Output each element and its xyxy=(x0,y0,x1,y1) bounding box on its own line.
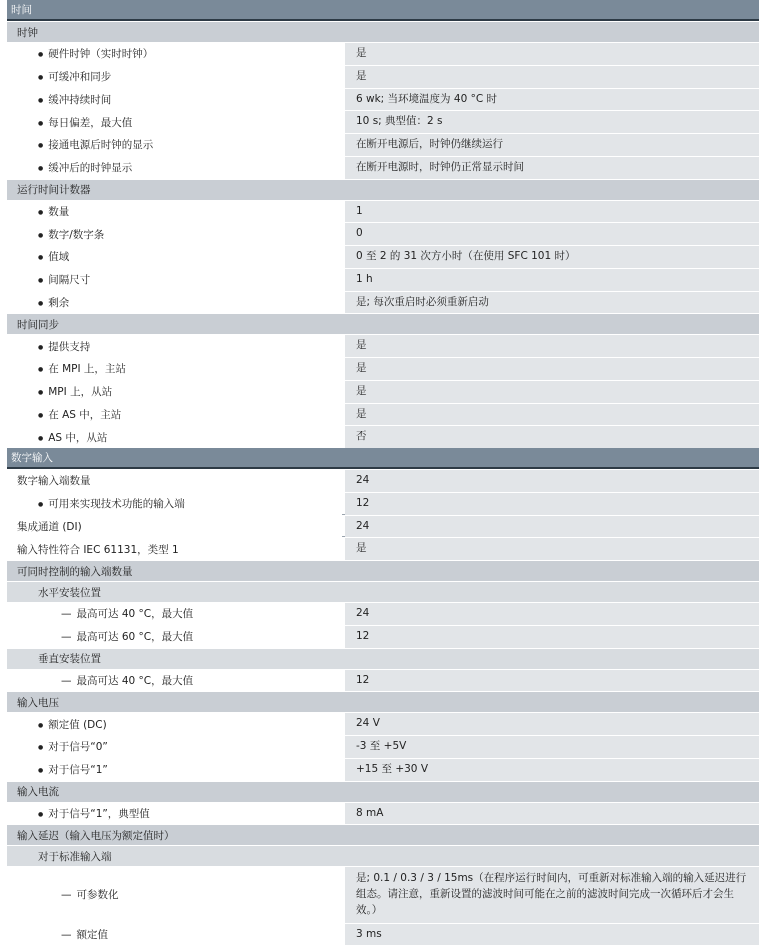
spec-label-cell xyxy=(7,626,342,648)
spec-label: ● 在 AS 中，主站 xyxy=(38,407,121,422)
spec-row xyxy=(7,291,759,314)
spec-value: 12 xyxy=(345,670,759,692)
spec-label: ● 缓冲后的时钟显示 xyxy=(38,160,132,175)
spec-row xyxy=(7,602,759,625)
spec-label-cell xyxy=(7,223,342,245)
section-header: 数字输入 xyxy=(7,448,759,469)
spec-label-cell xyxy=(7,759,342,781)
spec-row xyxy=(7,425,759,448)
spec-row xyxy=(7,492,759,515)
group-header: 时间同步 xyxy=(7,313,759,334)
spec-label: ● 值域 xyxy=(38,249,69,264)
group-header: 输入电流 xyxy=(7,781,759,802)
spec-label: ● 硬件时钟（实时时钟） xyxy=(38,46,153,61)
spec-value: 24 xyxy=(345,470,759,492)
spec-value: 24 xyxy=(345,603,759,625)
spec-value: 3 ms xyxy=(345,924,759,945)
spec-value: 在断开电源时，时钟仍正常显示时间 xyxy=(345,157,759,179)
spec-label-cell xyxy=(7,43,342,65)
spec-label-cell xyxy=(7,426,342,448)
spec-label: — 最高可达 40 °C，最大值 xyxy=(61,606,193,621)
spec-value: 是; 0.1 / 0.3 / 3 / 15ms（在程序运行时间内，可重新对标准输入端的输入延迟进行组态。请注意，重新设置的滤波时间可能在之前的滤波时间完成一次循环后才会生效。） xyxy=(345,867,759,922)
spec-label-cell xyxy=(7,924,342,945)
spec-value: 是; 每次重启时必须重新启动 xyxy=(345,292,759,314)
spec-label-cell xyxy=(7,111,342,133)
spec-label: — 最高可达 40 °C，最大值 xyxy=(61,673,193,688)
spec-row xyxy=(7,923,759,945)
spec-label: — 最高可达 60 °C，最大值 xyxy=(61,629,193,644)
spec-label: ● 缓冲持续时间 xyxy=(38,92,111,107)
spec-label-cell xyxy=(7,269,342,291)
spec-value: 24 xyxy=(345,516,759,538)
spec-label-cell xyxy=(7,493,342,515)
spec-value: 1 h xyxy=(345,269,759,291)
spec-value: -3 至 +5V xyxy=(345,736,759,758)
spec-value: 24 V xyxy=(345,713,759,735)
spec-label-cell xyxy=(7,713,342,735)
spec-label-cell xyxy=(7,867,342,922)
spec-value: +15 至 +30 V xyxy=(345,759,759,781)
spec-row xyxy=(7,515,759,538)
section-header: 时间 xyxy=(7,0,759,21)
spec-row xyxy=(7,625,759,648)
spec-row xyxy=(7,802,759,825)
spec-row xyxy=(7,735,759,758)
spec-label: ● 额定值 (DC) xyxy=(38,717,107,732)
spec-row xyxy=(7,156,759,179)
spec-label-cell xyxy=(7,246,342,268)
spec-label: ● AS 中，从站 xyxy=(38,430,107,445)
spec-value: 是 xyxy=(345,381,759,403)
spec-row xyxy=(7,712,759,735)
spec-row xyxy=(7,866,759,922)
subgroup-header: 水平安装位置 xyxy=(7,581,759,602)
spec-label: ● 数字/数字条 xyxy=(38,227,104,242)
spec-label-cell xyxy=(7,381,342,403)
spec-row xyxy=(7,357,759,380)
subgroup-header: 对于标准输入端 xyxy=(7,845,759,866)
spec-label: ● 接通电源后时钟的显示 xyxy=(38,137,153,152)
spec-label-cell xyxy=(7,134,342,156)
spec-row xyxy=(7,334,759,357)
spec-label-cell xyxy=(7,516,342,538)
spec-label-cell xyxy=(7,404,342,426)
spec-label: 集成通道 (DI) xyxy=(17,519,82,534)
group-header: 输入电压 xyxy=(7,691,759,712)
spec-label: — 额定值 xyxy=(61,927,108,942)
spec-label: ● 可用来实现技术功能的输入端 xyxy=(38,496,185,511)
spec-label-cell xyxy=(7,89,342,111)
spec-row xyxy=(7,268,759,291)
spec-label-cell xyxy=(7,201,342,223)
spec-value: 12 xyxy=(345,626,759,648)
spec-value: 0 至 2 的 31 次方小时（在使用 SFC 101 时） xyxy=(345,246,759,268)
spec-row xyxy=(7,65,759,88)
spec-label-cell xyxy=(7,736,342,758)
spec-label: ● 对于信号“0” xyxy=(38,739,108,754)
spec-value: 在断开电源后，时钟仍继续运行 xyxy=(345,134,759,156)
spec-row xyxy=(7,133,759,156)
spec-value: 12 xyxy=(345,493,759,515)
spec-value: 是 xyxy=(345,335,759,357)
spec-label-cell xyxy=(7,66,342,88)
spec-row xyxy=(7,758,759,781)
spec-row xyxy=(7,245,759,268)
spec-label-cell xyxy=(7,157,342,179)
spec-value: 是 xyxy=(345,404,759,426)
spec-row xyxy=(7,42,759,65)
spec-label: ● MPI 上，从站 xyxy=(38,384,112,399)
spec-label-cell xyxy=(7,538,342,560)
spec-label: — 可参数化 xyxy=(61,887,119,902)
spec-value: 8 mA xyxy=(345,803,759,825)
spec-label-cell xyxy=(7,358,342,380)
spec-label-cell xyxy=(7,803,342,825)
spec-value: 否 xyxy=(345,426,759,448)
spec-value: 是 xyxy=(345,43,759,65)
spec-value: 10 s; 典型值：2 s xyxy=(345,111,759,133)
spec-label: ● 剩余 xyxy=(38,295,69,310)
spec-row xyxy=(7,537,759,560)
spec-label: ● 在 MPI 上，主站 xyxy=(38,361,126,376)
spec-label: ● 对于信号“1” xyxy=(38,762,108,777)
spec-row xyxy=(7,222,759,245)
spec-label: ● 间隔尺寸 xyxy=(38,272,90,287)
spec-label: ● 每日偏差，最大值 xyxy=(38,115,132,130)
spec-row xyxy=(7,469,759,492)
spec-row xyxy=(7,200,759,223)
group-header: 运行时间计数器 xyxy=(7,179,759,200)
spec-value: 是 xyxy=(345,538,759,560)
spec-value: 是 xyxy=(345,66,759,88)
spec-label: ● 提供支持 xyxy=(38,339,90,354)
spec-row xyxy=(7,110,759,133)
spec-label-cell xyxy=(7,670,342,692)
group-header: 可同时控制的输入端数量 xyxy=(7,560,759,581)
spec-label-cell xyxy=(7,292,342,314)
subgroup-header: 垂直安装位置 xyxy=(7,648,759,669)
spec-label: ● 对于信号“1”，典型值 xyxy=(38,806,150,821)
spec-value: 1 xyxy=(345,201,759,223)
spec-label-cell xyxy=(7,470,342,492)
spec-row xyxy=(7,88,759,111)
spec-label: 输入特性符合 IEC 61131，类型 1 xyxy=(17,542,179,557)
spec-value: 6 wk; 当环境温度为 40 °C 时 xyxy=(345,89,759,111)
group-header: 时钟 xyxy=(7,21,759,42)
spec-row xyxy=(7,403,759,426)
spec-row xyxy=(7,380,759,403)
spec-value: 0 xyxy=(345,223,759,245)
spec-row xyxy=(7,669,759,692)
spec-label-cell xyxy=(7,603,342,625)
spec-label-cell xyxy=(7,335,342,357)
spec-label: ● 数量 xyxy=(38,204,69,219)
spec-label: ● 可缓冲和同步 xyxy=(38,69,111,84)
spec-value: 是 xyxy=(345,358,759,380)
spec-label: 数字输入端数量 xyxy=(17,473,91,488)
group-header: 输入延迟（输入电压为额定值时） xyxy=(7,824,759,845)
